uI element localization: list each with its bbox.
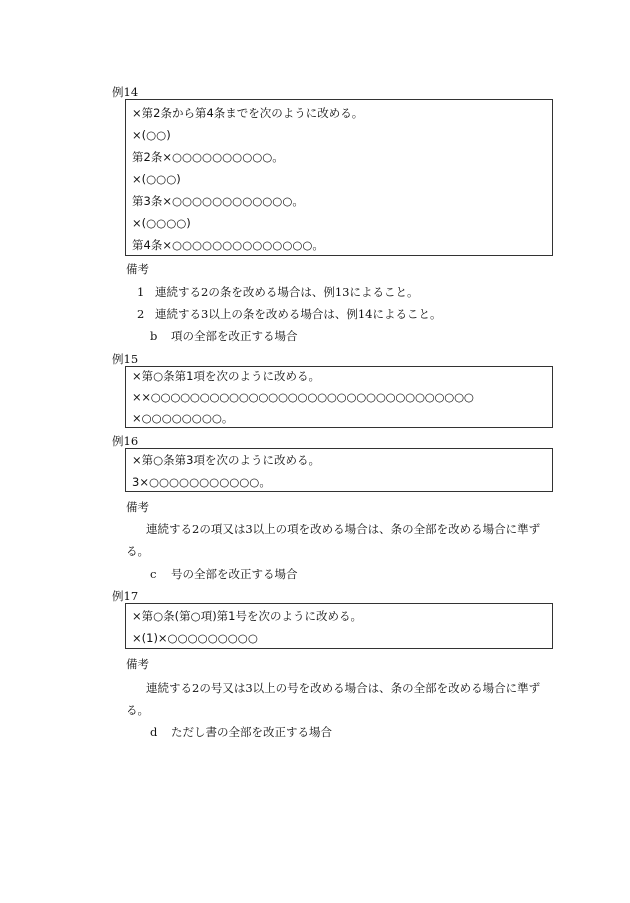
remark-item-text: 連続する2の条を改める場合は、例13によること。 <box>155 285 419 299</box>
section-c-letter: c <box>150 567 157 581</box>
example-15-box <box>125 366 553 428</box>
example-16-line: ×第○条第3項を次のように改める。 <box>132 453 320 467</box>
example-14-line: ×第2条から第4条までを次のように改める。 <box>132 106 364 120</box>
remarks-heading: 備考 <box>126 262 149 276</box>
section-d-letter: d <box>150 725 158 739</box>
remark-item-number: 1 <box>137 285 145 299</box>
remark-text-continued: る。 <box>126 703 149 717</box>
example-17-box <box>125 603 553 649</box>
example-15-line: ×第○条第1項を次のように改める。 <box>132 369 320 383</box>
example-15-line: ××○○○○○○○○○○○○○○○○○○○○○○○○○○○○○○○○○ <box>132 390 474 404</box>
example-16-line: 3×○○○○○○○○○○○。 <box>132 475 271 489</box>
example-14-box <box>125 99 553 256</box>
example-17-line: ×(1)×○○○○○○○○○ <box>132 631 258 645</box>
section-d-heading: ただし書の全部を改正する場合 <box>171 725 332 739</box>
remarks-heading: 備考 <box>126 500 149 514</box>
example-15-label: 例15 <box>112 352 139 366</box>
example-17-line: ×第○条(第○項)第1号を次のように改める。 <box>132 609 362 623</box>
example-16-box <box>125 448 553 492</box>
example-14-line: 第4条×○○○○○○○○○○○○○○。 <box>132 238 324 252</box>
section-c-heading: 号の全部を改正する場合 <box>171 567 298 581</box>
example-14-line: ×(○○) <box>132 128 171 142</box>
remark-text: 連続する2の号又は3以上の号を改める場合は、条の全部を改める場合に準ず <box>146 681 541 695</box>
remark-item-number: 2 <box>137 307 145 321</box>
example-15-line: ×○○○○○○○○。 <box>132 411 234 425</box>
example-14-label: 例14 <box>112 85 139 99</box>
remarks-heading: 備考 <box>126 657 149 671</box>
example-16-label: 例16 <box>112 434 139 448</box>
section-b-heading: 項の全部を改正する場合 <box>171 329 298 343</box>
example-14-line: ×(○○○○) <box>132 216 191 230</box>
remark-item-text: 連続する3以上の条を改める場合は、例14によること。 <box>155 307 442 321</box>
remark-text-continued: る。 <box>126 544 149 558</box>
example-17-label: 例17 <box>112 589 139 603</box>
remark-text: 連続する2の項又は3以上の項を改める場合は、条の全部を改める場合に準ず <box>146 522 541 536</box>
section-b-letter: b <box>150 329 158 343</box>
example-14-line: 第2条×○○○○○○○○○○。 <box>132 150 284 164</box>
example-14-line: ×(○○○) <box>132 172 181 186</box>
example-14-line: 第3条×○○○○○○○○○○○○。 <box>132 194 304 208</box>
